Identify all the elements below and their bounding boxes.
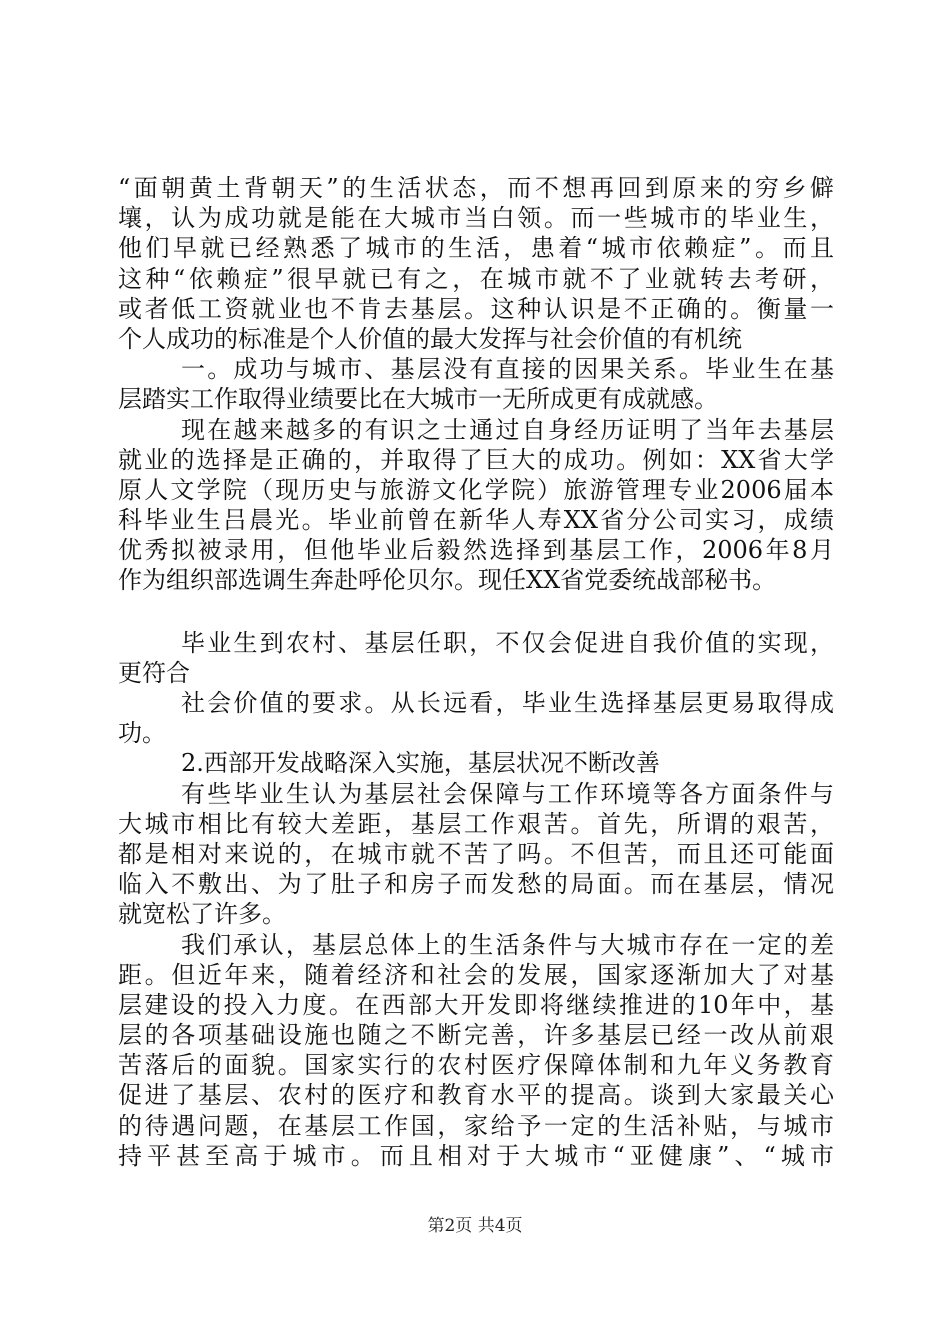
text-line: 都是相对来说的，在城市就不苦了吗。不但苦，而且还可能面 [118, 839, 834, 868]
text-line: 距。但近年来，随着经济和社会的发展，国家逐渐加大了对基 [118, 960, 834, 989]
text-line: 原人文学院（现历史与旅游文化学院）旅游管理专业2006届本 [118, 475, 834, 504]
text-line: 层建设的投入力度。在西部大开发即将继续推进的10年中，基 [118, 990, 834, 1019]
page-number-footer: 第2页 共4页 [427, 1216, 523, 1236]
text-line: 的待遇问题，在基层工作国，家给予一定的生活补贴，与城市 [118, 1111, 834, 1140]
text-line: 促进了基层、农村的医疗和教育水平的提高。谈到大家最关心 [118, 1081, 834, 1110]
text-line: 一。成功与城市、基层没有直接的因果关系。毕业生在基 [181, 355, 834, 384]
text-line: 现在越来越多的有识之士通过自身经历证明了当年去基层 [181, 415, 834, 444]
paragraph-gap [118, 596, 834, 628]
text-line: 就业的选择是正确的，并取得了巨大的成功。例如：XX省大学 [118, 445, 834, 474]
text-line: 更符合 [118, 658, 190, 687]
text-line: 或者低工资就业也不肯去基层。这种认识是不正确的。衡量一 [118, 294, 834, 323]
text-line: 苦落后的面貌。国家实行的农村医疗保障体制和九年义务教育 [118, 1051, 834, 1080]
paragraph-self-value [118, 628, 834, 688]
text-line: 壤，认为成功就是能在大城市当白领。而一些城市的毕业生， [118, 204, 834, 233]
text-line: 临入不敷出、为了肚子和房子而发愁的局面。而在基层，情况 [118, 870, 834, 899]
text-line: 个人成功的标准是个人价值的最大发挥与社会价值的有机统 [118, 324, 742, 353]
paragraph-development [118, 930, 834, 1172]
paragraph-social-value [118, 688, 834, 748]
text-line: 社会价值的要求。从长远看，毕业生选择基层更易取得成 [181, 689, 834, 717]
text-line: 层的各项基础设施也随之不断完善，许多基层已经一改从前艰 [118, 1021, 834, 1050]
document-body [118, 173, 834, 1171]
text-line: 作为组织部选调生奔赴呼伦贝尔。现任XX省党委统战部秘书。 [118, 566, 777, 595]
text-line: 功。 [118, 719, 166, 748]
paragraph-example [118, 415, 834, 596]
text-line: 层踏实工作取得业绩要比在大城市一无所成更有成就感。 [118, 385, 718, 414]
text-line: 科毕业生吕晨光。毕业前曾在新华人寿XX省分公司实习，成绩 [118, 506, 834, 535]
paragraph-hardship [118, 779, 834, 930]
section-heading: 2.西部开发战略深入实施，基层状况不断改善 [181, 749, 660, 778]
text-line: “面朝黄土背朝天”的生活状态，而不想再回到原来的穷乡僻 [118, 174, 834, 202]
text-line: 我们承认，基层总体上的生活条件与大城市存在一定的差 [181, 930, 834, 959]
text-line: 这种“依赖症”很早就已有之，在城市就不了业就转去考研， [118, 264, 834, 293]
text-line: 毕业生到农村、基层任职，不仅会促进自我价值的实现， [181, 628, 834, 657]
paragraph-lifestyle-misconception [118, 173, 834, 354]
text-line: 优秀拟被录用，但他毕业后毅然选择到基层工作，2006年8月 [118, 536, 834, 565]
text-line: 有些毕业生认为基层社会保障与工作环境等各方面条件与 [181, 779, 834, 808]
text-line: 持平甚至高于城市。而且相对于大城市“亚健康”、“城市 [118, 1141, 834, 1170]
text-line: 大城市相比有较大差距，基层工作艰苦。首先，所谓的艰苦， [118, 809, 834, 838]
text-line: 他们早就已经熟悉了城市的生活，患着“城市依赖症”。而且 [118, 234, 834, 263]
paragraph-success-relation [118, 354, 834, 414]
text-line: 就宽松了许多。 [118, 900, 286, 929]
